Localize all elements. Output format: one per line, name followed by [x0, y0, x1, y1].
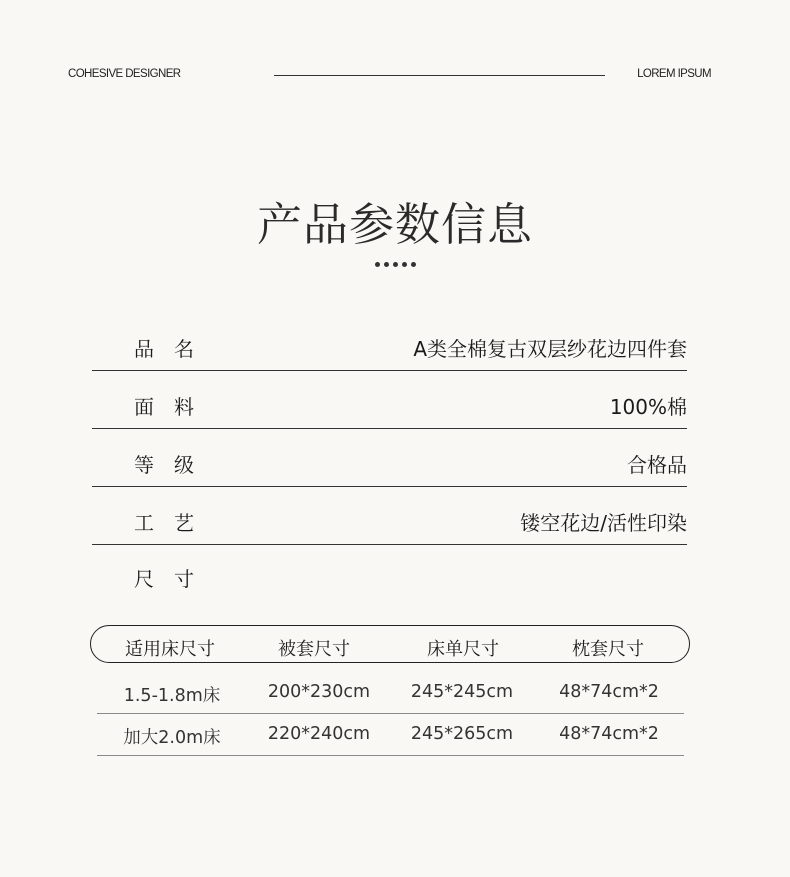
table-cell: 48*74cm*2 [559, 682, 659, 702]
spec-row-name [92, 330, 687, 371]
table-cell: 1.5-1.8m床 [123, 686, 221, 706]
spec-value: 100%棉 [609, 395, 687, 419]
page-title: 产品参数信息 [256, 198, 533, 251]
table-cell: 48*74cm*2 [559, 724, 659, 744]
table-cell: 220*240cm [267, 724, 371, 744]
column-header: 适用床尺寸 [125, 639, 215, 660]
spec-value: A类全棉复古双层纱花边四件套 [413, 337, 687, 361]
table-row [97, 671, 684, 714]
spec-label: 品名 [134, 337, 214, 361]
spec-row-size [92, 560, 687, 600]
table-row [97, 713, 684, 756]
column-header: 枕套尺寸 [572, 639, 644, 660]
table-cell: 200*230cm [267, 682, 371, 702]
header-divider [274, 75, 605, 76]
brand-right-text: LOREM IPSUM [637, 68, 711, 80]
table-cell: 245*265cm [410, 724, 514, 744]
spec-label: 尺寸 [134, 567, 214, 591]
title-dots-ornament [0, 262, 790, 267]
spec-value: 镂空花边/活性印染 [520, 511, 687, 535]
spec-row-grade [92, 446, 687, 487]
spec-label: 等级 [134, 453, 214, 477]
column-header: 被套尺寸 [278, 639, 350, 660]
spec-label: 工艺 [134, 511, 214, 535]
table-cell: 245*245cm [410, 682, 514, 702]
spec-row-fabric [92, 388, 687, 429]
spec-value: 合格品 [627, 453, 687, 477]
column-header: 床单尺寸 [427, 639, 499, 660]
spec-row-craft [92, 504, 687, 545]
spec-label: 面料 [134, 395, 214, 419]
brand-left-text: COHESIVE DESIGNER [68, 68, 181, 80]
table-cell: 加大2.0m床 [123, 728, 221, 748]
size-table-header [90, 625, 690, 663]
